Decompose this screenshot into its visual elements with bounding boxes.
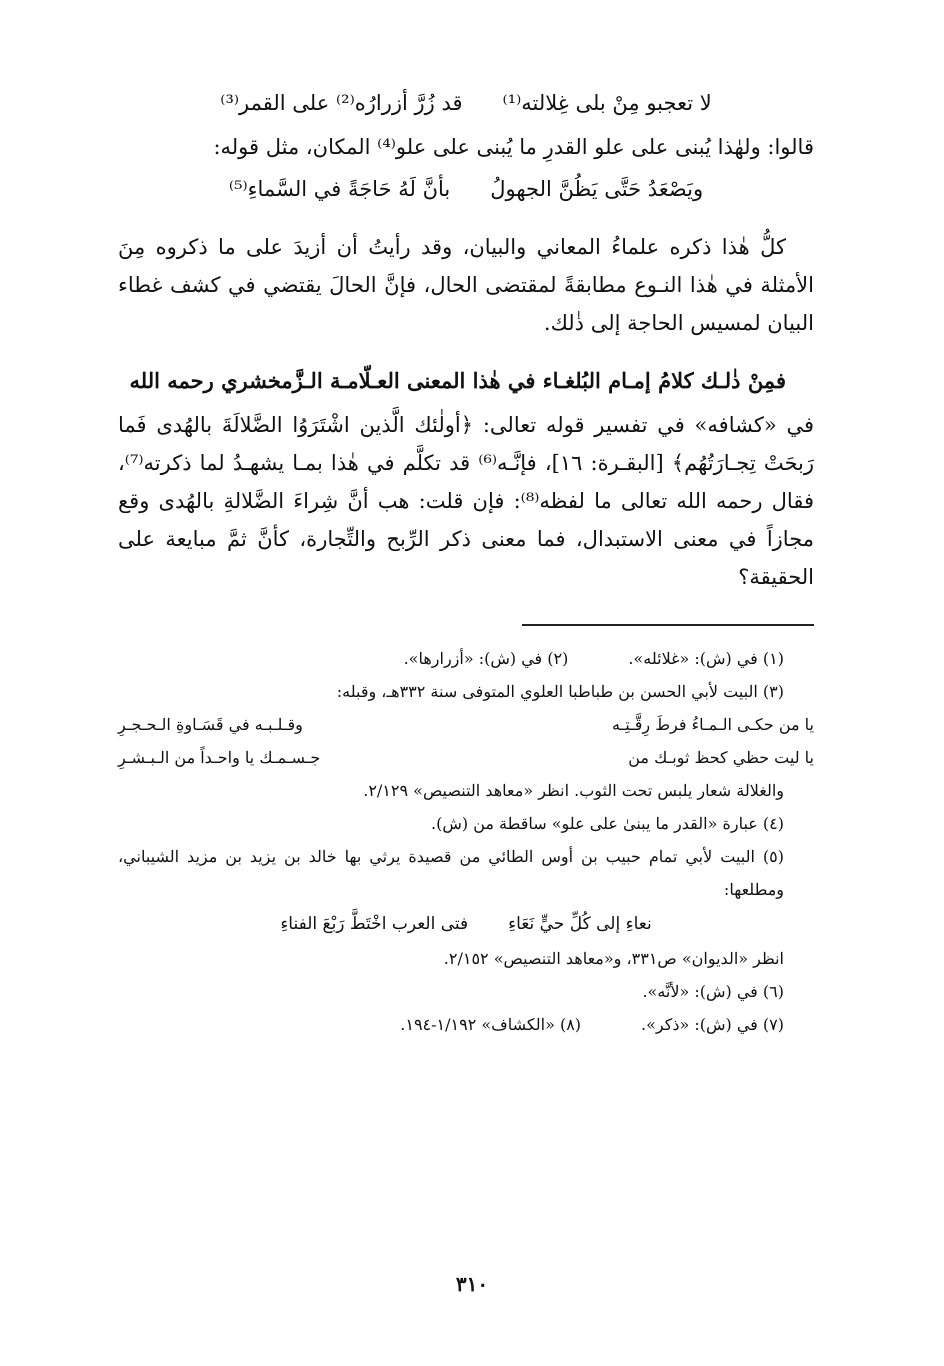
verse-1-left-hemistich: قد زُرَّ أزرارُه⁽²⁾ على القمر⁽³⁾ <box>220 91 463 115</box>
footnote-divider <box>522 624 814 626</box>
footnote-4: (٤) عبارة «القدر ما يبنىٰ على علو» ساقطة من (ش). <box>431 814 784 833</box>
footnote-3-note: والغلالة شعار يلبس تحت الثوب. انظر «معاهد التنصيص» ٢/١٢٩. <box>363 781 784 800</box>
paragraph-3: في «كشافه» في تفسير قوله تعالى: ﴿أولٰئك الَّذين اشْتَرَوُا الضَّلالَةَ بالهُدى فَما رَبحَتْ تِجـارَتُهُم﴾ [البقـرة: ١٦]، فإنَّـه⁽⁶⁾ قد تكلَّم في هٰذا بمـا يشهـدُ لما ذكرته⁽⁷⁾، فقال رحمه الله تعالى ما لفظه⁽⁸⁾: فإن قلت: هب أنَّ شِراءَ الضَّلالةِ بالهُدى وقع مجازاً في معنى الاستبدال، فما معنى ذكر الرِّبح والتِّجارة، كأنَّ ثمَّ مبايعة على الحقيقة؟ <box>118 413 814 589</box>
footnote-3-verse-2 <box>118 741 814 774</box>
footnote-5: (٥) البيت لأبي تمام حبيب بن أوس الطائي من قصيدة يرثي بها خالد بن يزيد بن مزيد الشيباني، ومطلعها: <box>118 847 784 899</box>
verse-1-right-hemistich: لا تعجبو مِنْ بلى غِلالته⁽¹⁾ <box>502 91 712 115</box>
footnote-1: (١) في (ش): «غلائله». <box>628 649 784 668</box>
verse-2-right-hemistich: ويَصْعَدُ حَتَّى يَظُنَّ الجهولُ <box>490 177 704 201</box>
footnote-3-verse-2-left: جـسـمـك يا واحـداً من الـبـشـرِ <box>118 748 321 767</box>
footnote-2: (٢) في (ش): «أزرارها». <box>403 649 569 668</box>
footnote-3-verse-1 <box>118 708 814 741</box>
verse-1 <box>118 86 814 120</box>
verse-2-left-hemistich: بأنَّ لَهُ حَاجَةً في السَّماءِ⁽⁵⁾ <box>228 177 451 201</box>
paragraph-3-lead: فمِنْ ذٰلـك كلامُ إمـام البُلغـاء في هٰذا المعنى العـلّامـة الـزَّمخشري رحمه الله <box>129 368 786 393</box>
footnotes-7-8 <box>118 1008 814 1041</box>
footnote-3: (٣) البيت لأبي الحسن بن طباطبا العلوي المتوفى سنة ٣٣٢هـ، وقبله: <box>336 682 784 701</box>
page-number: ٣١٠ <box>455 1272 489 1296</box>
footnote-5-verse <box>118 906 814 942</box>
footnote-5-note: انظر «الديوان» ص٣٣١، و«معاهد التنصيص» ٢/١٥٢. <box>443 949 784 968</box>
paragraph-1: قالوا: ولهٰذا يُبنى على علو القدرِ ما يُبنى على علو⁽⁴⁾ المكان، مثل قوله: <box>213 135 814 159</box>
footnotes-1-2 <box>118 642 814 675</box>
paragraph-2: كلُّ هٰذا ذكره علماءُ المعاني والبيان، وقد رأيتُ أن أزيدَ على ما ذكروه مِنَ الأمثلة في هٰذا النـوع مطابقةً لمقتضى الحال، فإنَّ الحالَ يقتضي في كشف غطاء البيان لمسيس الحاجة إلى ذٰلك. <box>118 235 814 335</box>
footnote-5-verse-left: فتى العرب اخْتَطَّ رَبْعَ الفناءِ <box>280 914 469 934</box>
footnote-5-verse-right: نعاءِ إلى كُلِّ حيٍّ نَعَاءِ <box>508 914 652 934</box>
footnote-3-verse-1-right: يا من حكـى الـمـاءُ فرطَ رِقَّـتِـه <box>611 715 814 734</box>
footnote-6: (٦) في (ش): «لأنَّه». <box>642 982 784 1001</box>
verse-2 <box>118 172 814 206</box>
footnote-3-verse-2-right: يا ليت حظي كحظ ثوبـك من <box>628 748 814 767</box>
footnote-8: (٨) «الكشاف» ١/١٩٢-١٩٤. <box>400 1015 582 1034</box>
footnote-7: (٧) في (ش): «ذكر». <box>641 1015 784 1034</box>
footnote-3-verse-1-left: وقـلـبـه في قَسَـاوةِ الـحـجـرِ <box>118 715 303 734</box>
